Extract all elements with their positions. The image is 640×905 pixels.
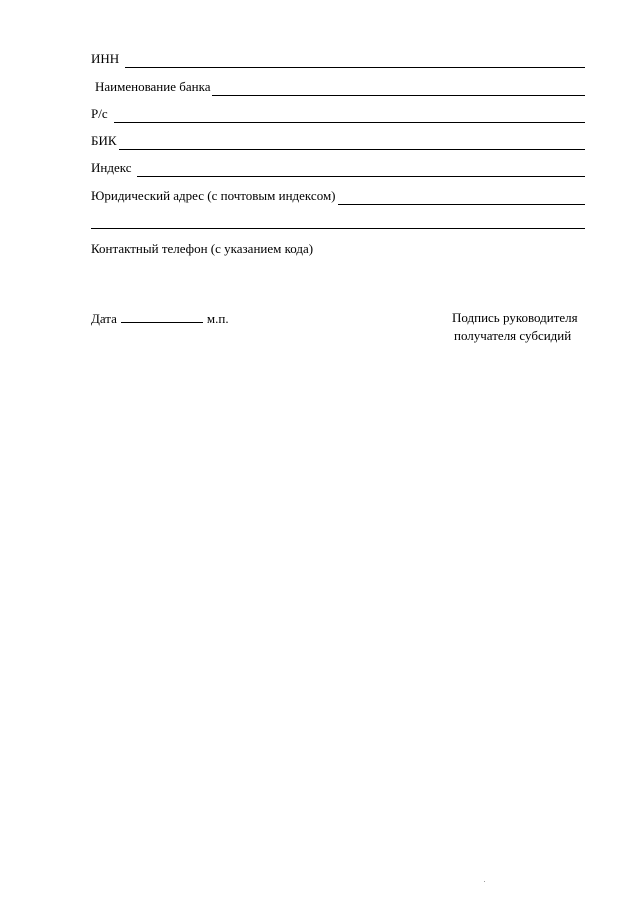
legal-address-input-line[interactable] bbox=[338, 190, 585, 205]
date-input-line[interactable] bbox=[121, 310, 203, 323]
account-row bbox=[91, 105, 585, 123]
legal-address-row bbox=[91, 187, 585, 205]
signature-line2: получателя субсидий bbox=[454, 328, 572, 343]
signature-block bbox=[452, 309, 578, 345]
index-label: Индекс bbox=[91, 160, 132, 175]
bik-input-line[interactable] bbox=[119, 135, 585, 150]
date-label: Дата bbox=[91, 311, 117, 326]
legal-address-label: Юридический адрес (с почтовым индексом) bbox=[91, 188, 336, 203]
account-input-line[interactable] bbox=[114, 108, 585, 123]
inn-input-line[interactable] bbox=[125, 53, 585, 68]
contact-phone-label: Контактный телефон (с указанием кода) bbox=[91, 241, 314, 256]
index-row bbox=[91, 159, 585, 177]
stamp-label: м.п. bbox=[206, 311, 229, 326]
scan-speck bbox=[484, 881, 485, 882]
account-label: Р/с bbox=[91, 106, 108, 121]
bank-name-input-line[interactable] bbox=[212, 81, 585, 96]
bank-name-row bbox=[95, 78, 585, 96]
date-row bbox=[91, 310, 229, 326]
bik-row bbox=[91, 132, 585, 150]
legal-address-continuation-line[interactable] bbox=[91, 228, 585, 229]
signature-line1: Подпись руководителя bbox=[452, 310, 578, 325]
bank-name-label: Наименование банка bbox=[95, 79, 211, 94]
bik-label: БИК bbox=[91, 133, 117, 148]
inn-label: ИНН bbox=[91, 51, 120, 66]
inn-row bbox=[91, 50, 585, 68]
index-input-line[interactable] bbox=[137, 162, 586, 177]
